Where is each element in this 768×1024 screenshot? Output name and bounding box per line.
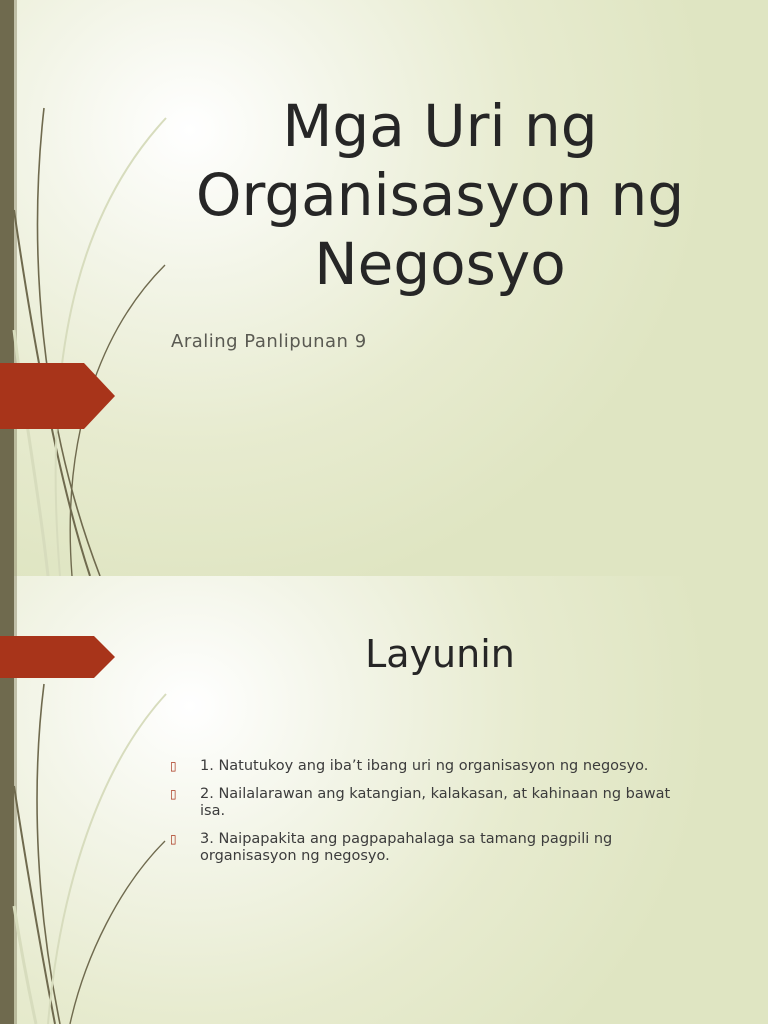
slide-subtitle: Araling Panlipunan 9 [171,331,367,352]
accent-arrow [0,636,116,678]
accent-arrow [0,363,116,429]
bullet-icon: ▯ [170,832,177,846]
list-item [168,831,698,865]
list-item [168,758,698,775]
bullet-icon: ▯ [170,759,177,773]
slide-title: Mga Uri ng Organisasyon ng Negosyo [195,92,685,298]
objective-text: 1. Natutukoy ang iba’t ibang uri ng organisasyon ng negosyo. [200,758,649,774]
slide-title: Layunin [365,632,515,676]
bullet-icon: ▯ [170,787,177,801]
objectives-list [168,758,698,876]
list-item [168,786,698,820]
objective-text: 3. Naipapakita ang pagpapahalaga sa tamang pagpili ng organisasyon ng negosyo. [200,831,613,864]
objective-text: 2. Nailalarawan ang katangian, kalakasan, at kahinaan ng bawat isa. [200,786,671,819]
